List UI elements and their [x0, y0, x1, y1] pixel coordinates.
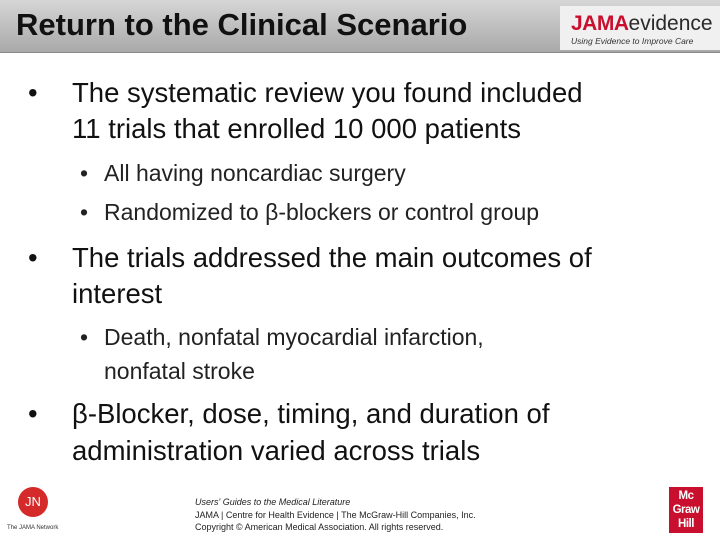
bullet-1-sub-1: All having noncardiac surgery — [104, 160, 406, 186]
slide-title: Return to the Clinical Scenario — [16, 7, 468, 42]
logo-tagline: Using Evidence to Improve Care — [571, 36, 694, 46]
bullet-3-line-1: β-Blocker, dose, timing, and duration of — [72, 398, 550, 429]
jama-evidence-logo — [560, 6, 720, 50]
bullet-2-sub-1-line-2: nonfatal stroke — [104, 358, 255, 384]
bullet-1-line-1: The systematic review you found included — [72, 77, 583, 108]
bullet-dot: • — [28, 242, 38, 273]
footer-publishers: JAMA | Centre for Health Evidence | The McGraw-Hill Companies, Inc. — [195, 509, 476, 520]
bullet-3-line-2: administration varied across trials — [72, 435, 481, 466]
jn-mark: JN — [25, 494, 41, 509]
bullet-dot: • — [28, 398, 38, 429]
sub-bullet-dot: • — [80, 324, 89, 350]
bullet-1-sub-2: Randomized to β-blockers or control group — [104, 199, 540, 225]
title-bar — [0, 0, 720, 53]
bullet-1-line-2: 11 trials that enrolled 10 000 patients — [72, 113, 521, 144]
mh-logo-line-3: Hill — [678, 518, 694, 530]
sub-bullet-dot: • — [80, 160, 89, 186]
sub-bullet-dot: • — [80, 199, 89, 225]
footer-credits — [195, 496, 476, 534]
mh-logo-line-2: Graw — [672, 504, 700, 516]
bullet-2-line-2: interest — [72, 278, 163, 309]
logo-brand-jama: JAMA — [571, 12, 629, 35]
jama-network-caption: The JAMA Network — [7, 525, 59, 531]
logo-brand-evidence: evidence — [628, 12, 713, 35]
mcgraw-hill-logo — [669, 487, 703, 533]
bullet-2-sub-1-line-1: Death, nonfatal myocardial infarction, — [104, 324, 484, 350]
footer-series-title: Users' Guides to the Medical Literature — [195, 497, 351, 507]
bullet-dot: • — [28, 77, 38, 108]
footer-copyright: Copyright © American Medical Association. All rights reserved. — [195, 522, 444, 532]
bullet-2-line-1: The trials addressed the main outcomes of — [72, 242, 592, 273]
mh-logo-line-1: Mc — [678, 490, 694, 502]
jama-network-logo — [18, 487, 48, 517]
